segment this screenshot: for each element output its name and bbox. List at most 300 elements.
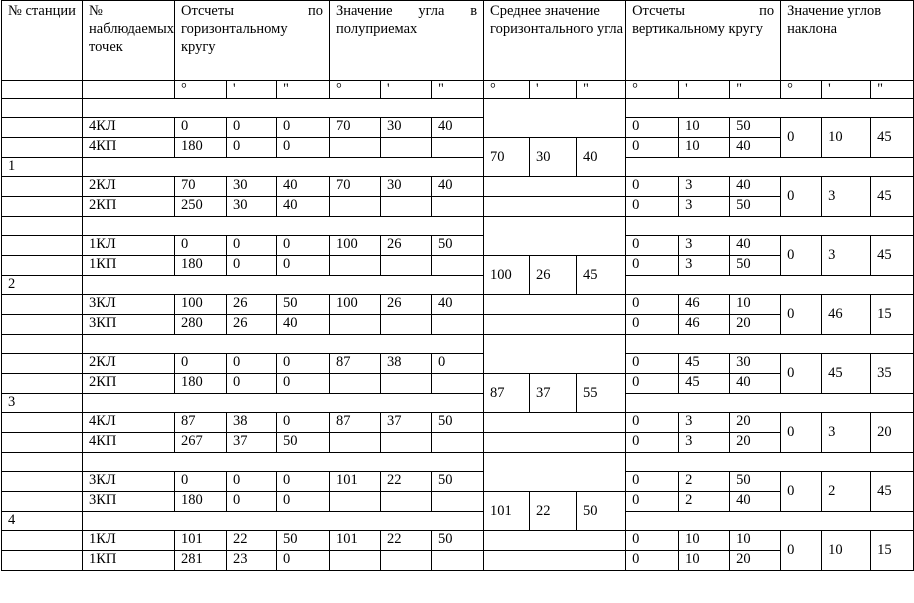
point-label: 3КЛ xyxy=(83,472,175,492)
vertical-reading: 0 xyxy=(626,551,679,571)
header-hr-word2: по xyxy=(308,3,324,19)
half-angle-value: 70 xyxy=(330,177,381,197)
horizontal-reading: 0 xyxy=(175,472,227,492)
station-cell xyxy=(2,531,83,551)
header-inclination: Значение углов наклона xyxy=(781,1,914,81)
half-angle-value xyxy=(432,315,484,335)
header-ha-word1: Значение xyxy=(336,3,393,19)
spacer-row xyxy=(2,99,914,118)
station-cell xyxy=(2,354,83,374)
header-horizontal-readings xyxy=(175,1,330,81)
half-angle-value: 70 xyxy=(330,118,381,138)
table-row xyxy=(2,374,914,394)
half-angle-value: 22 xyxy=(381,472,432,492)
point-label: 3КЛ xyxy=(83,295,175,315)
half-angle-value xyxy=(432,374,484,394)
horizontal-reading: 0 xyxy=(227,138,277,158)
station-cell xyxy=(2,551,83,571)
half-angle-value: 0 xyxy=(432,354,484,374)
average-minutes: 22 xyxy=(530,492,577,531)
horizontal-reading: 0 xyxy=(277,354,330,374)
header-row xyxy=(2,1,914,81)
vertical-reading: 46 xyxy=(679,295,730,315)
vertical-reading: 20 xyxy=(730,413,781,433)
station-cell xyxy=(2,335,83,354)
spacer-row xyxy=(2,335,914,354)
inclination-minutes: 10 xyxy=(822,531,871,571)
half-angle-value: 50 xyxy=(432,531,484,551)
horizontal-reading: 38 xyxy=(227,413,277,433)
inclination-minutes: 45 xyxy=(822,354,871,394)
point-label: 4КП xyxy=(83,138,175,158)
vertical-reading: 40 xyxy=(730,236,781,256)
vertical-reading: 50 xyxy=(730,256,781,276)
spacer-cell xyxy=(626,335,914,354)
average-minutes: 37 xyxy=(530,374,577,413)
point-label: 2КЛ xyxy=(83,177,175,197)
half-angle-value: 26 xyxy=(381,236,432,256)
vertical-reading: 40 xyxy=(730,177,781,197)
horizontal-reading: 180 xyxy=(175,138,227,158)
header-ha-line1 xyxy=(336,2,477,20)
vertical-reading: 0 xyxy=(626,374,679,394)
horizontal-reading: 87 xyxy=(175,413,227,433)
half-angle-value xyxy=(381,138,432,158)
average-seconds: 40 xyxy=(577,138,626,177)
horizontal-reading: 26 xyxy=(227,315,277,335)
avg-spacer-cell xyxy=(484,433,626,453)
horizontal-reading: 0 xyxy=(227,492,277,512)
horizontal-reading: 0 xyxy=(277,236,330,256)
vertical-reading: 45 xyxy=(679,374,730,394)
half-angle-value: 40 xyxy=(432,177,484,197)
unit-min: ' xyxy=(227,81,277,99)
vertical-reading: 10 xyxy=(730,295,781,315)
station-cell xyxy=(2,472,83,492)
table-row xyxy=(2,197,914,217)
point-label: 4КЛ xyxy=(83,118,175,138)
half-angle-value: 26 xyxy=(381,295,432,315)
horizontal-reading: 280 xyxy=(175,315,227,335)
unit-deg: ° xyxy=(626,81,679,99)
average-seconds: 45 xyxy=(577,256,626,295)
horizontal-reading: 0 xyxy=(227,472,277,492)
half-angle-value: 101 xyxy=(330,472,381,492)
header-points: № наблюдаемых точек xyxy=(83,1,175,81)
inclination-degrees: 0 xyxy=(781,177,822,217)
horizontal-reading: 0 xyxy=(175,118,227,138)
vertical-reading: 10 xyxy=(679,138,730,158)
avg-spacer-cell xyxy=(484,315,626,335)
horizontal-reading: 50 xyxy=(277,531,330,551)
half-angle-value xyxy=(432,197,484,217)
spacer-cell xyxy=(83,335,484,354)
station-cell xyxy=(2,197,83,217)
vertical-reading: 3 xyxy=(679,177,730,197)
vertical-reading: 10 xyxy=(730,531,781,551)
horizontal-reading: 0 xyxy=(227,354,277,374)
header-half-angles xyxy=(330,1,484,81)
horizontal-reading: 0 xyxy=(227,374,277,394)
spacer-row xyxy=(2,453,914,472)
station-cell xyxy=(2,118,83,138)
table-row xyxy=(2,295,914,315)
horizontal-reading: 40 xyxy=(277,177,330,197)
unit-sec: " xyxy=(730,81,781,99)
table-row xyxy=(2,118,914,138)
station-cell xyxy=(2,315,83,335)
inclination-seconds: 15 xyxy=(871,531,914,571)
vertical-reading: 45 xyxy=(679,354,730,374)
vertical-reading: 3 xyxy=(679,236,730,256)
unit-sec: " xyxy=(871,81,914,99)
half-angle-value xyxy=(381,374,432,394)
unit-deg: ° xyxy=(330,81,381,99)
vertical-reading: 2 xyxy=(679,492,730,512)
inclination-seconds: 45 xyxy=(871,236,914,276)
inclination-degrees: 0 xyxy=(781,295,822,335)
half-angle-value: 30 xyxy=(381,177,432,197)
station-cell xyxy=(2,177,83,197)
horizontal-reading: 40 xyxy=(277,315,330,335)
half-angle-value: 87 xyxy=(330,354,381,374)
inclination-seconds: 20 xyxy=(871,413,914,453)
header-hr-line1 xyxy=(181,2,323,20)
horizontal-reading: 267 xyxy=(175,433,227,453)
spacer-cell xyxy=(83,158,484,177)
vertical-reading: 40 xyxy=(730,138,781,158)
half-angle-value xyxy=(432,492,484,512)
inclination-minutes: 3 xyxy=(822,413,871,453)
header-station: № станции xyxy=(2,1,83,81)
half-angle-value xyxy=(330,138,381,158)
average-seconds: 55 xyxy=(577,374,626,413)
horizontal-reading: 40 xyxy=(277,197,330,217)
vertical-reading: 0 xyxy=(626,118,679,138)
inclination-seconds: 15 xyxy=(871,295,914,335)
spacer-cell xyxy=(626,158,914,177)
horizontal-reading: 0 xyxy=(277,138,330,158)
vertical-reading: 0 xyxy=(626,492,679,512)
inclination-degrees: 0 xyxy=(781,472,822,512)
inclination-seconds: 35 xyxy=(871,354,914,394)
vertical-reading: 10 xyxy=(679,531,730,551)
spacer-cell xyxy=(626,217,914,236)
horizontal-reading: 0 xyxy=(277,413,330,433)
survey-table xyxy=(1,0,914,571)
horizontal-reading: 180 xyxy=(175,256,227,276)
half-angle-value xyxy=(330,197,381,217)
avg-spacer-cell xyxy=(484,217,626,256)
horizontal-reading: 0 xyxy=(277,256,330,276)
avg-spacer-cell xyxy=(484,551,626,571)
half-angle-value: 50 xyxy=(432,236,484,256)
table-row xyxy=(2,433,914,453)
vertical-reading: 0 xyxy=(626,295,679,315)
spacer-cell xyxy=(83,217,484,236)
vertical-reading: 20 xyxy=(730,315,781,335)
units-empty xyxy=(2,81,83,99)
horizontal-reading: 281 xyxy=(175,551,227,571)
point-label: 1КЛ xyxy=(83,531,175,551)
unit-min: ' xyxy=(679,81,730,99)
half-angle-value xyxy=(432,138,484,158)
horizontal-reading: 70 xyxy=(175,177,227,197)
header-ha-line2: полуприемах xyxy=(336,21,418,37)
station-cell xyxy=(2,295,83,315)
point-label: 2КП xyxy=(83,197,175,217)
vertical-reading: 20 xyxy=(730,551,781,571)
vertical-reading: 50 xyxy=(730,472,781,492)
vertical-reading: 0 xyxy=(626,531,679,551)
half-angle-value: 100 xyxy=(330,295,381,315)
horizontal-reading: 100 xyxy=(175,295,227,315)
point-label: 1КЛ xyxy=(83,236,175,256)
table-row xyxy=(2,354,914,374)
horizontal-reading: 180 xyxy=(175,492,227,512)
station-cell xyxy=(2,374,83,394)
vertical-reading: 0 xyxy=(626,256,679,276)
horizontal-reading: 26 xyxy=(227,295,277,315)
inclination-degrees: 0 xyxy=(781,413,822,453)
average-degrees: 100 xyxy=(484,256,530,295)
point-label: 1КП xyxy=(83,256,175,276)
inclination-minutes: 3 xyxy=(822,177,871,217)
avg-spacer-cell xyxy=(484,295,626,315)
station-row xyxy=(2,276,914,295)
header-vertical-readings xyxy=(626,1,781,81)
horizontal-reading: 180 xyxy=(175,374,227,394)
horizontal-reading: 0 xyxy=(277,492,330,512)
vertical-reading: 20 xyxy=(730,433,781,453)
unit-sec: " xyxy=(432,81,484,99)
vertical-reading: 0 xyxy=(626,433,679,453)
vertical-reading: 3 xyxy=(679,197,730,217)
half-angle-value xyxy=(330,433,381,453)
header-vr-word1: Отсчеты xyxy=(632,3,686,19)
avg-spacer-cell xyxy=(484,177,626,197)
inclination-seconds: 45 xyxy=(871,472,914,512)
avg-spacer-cell xyxy=(484,197,626,217)
header-vr-line2: вертикальному кругу xyxy=(632,21,764,37)
inclination-degrees: 0 xyxy=(781,118,822,158)
unit-deg: ° xyxy=(175,81,227,99)
vertical-reading: 2 xyxy=(679,472,730,492)
vertical-reading: 0 xyxy=(626,354,679,374)
half-angle-value xyxy=(381,433,432,453)
vertical-reading: 40 xyxy=(730,492,781,512)
header-average-angle: Среднее значение горизонтального угла xyxy=(484,1,626,81)
half-angle-value xyxy=(381,315,432,335)
half-angle-value xyxy=(330,492,381,512)
horizontal-reading: 37 xyxy=(227,433,277,453)
vertical-reading: 3 xyxy=(679,433,730,453)
vertical-reading: 30 xyxy=(730,354,781,374)
vertical-reading: 0 xyxy=(626,197,679,217)
table-row xyxy=(2,256,914,276)
inclination-minutes: 3 xyxy=(822,236,871,276)
vertical-reading: 50 xyxy=(730,118,781,138)
spacer-cell xyxy=(626,453,914,472)
horizontal-reading: 0 xyxy=(277,472,330,492)
half-angle-value: 50 xyxy=(432,472,484,492)
vertical-reading: 46 xyxy=(679,315,730,335)
station-row xyxy=(2,158,914,177)
vertical-reading: 0 xyxy=(626,472,679,492)
vertical-reading: 50 xyxy=(730,197,781,217)
half-angle-value: 100 xyxy=(330,236,381,256)
header-ha-word3: в xyxy=(470,3,478,19)
half-angle-value xyxy=(330,551,381,571)
header-hr-word1: Отсчеты xyxy=(181,3,234,19)
inclination-degrees: 0 xyxy=(781,354,822,394)
unit-min: ' xyxy=(530,81,577,99)
table-row xyxy=(2,315,914,335)
half-angle-value: 87 xyxy=(330,413,381,433)
units-row xyxy=(2,81,914,99)
half-angle-value: 40 xyxy=(432,118,484,138)
horizontal-reading: 0 xyxy=(227,236,277,256)
horizontal-reading: 250 xyxy=(175,197,227,217)
station-number: 3 xyxy=(2,394,83,413)
spacer-cell xyxy=(83,394,484,413)
vertical-reading: 40 xyxy=(730,374,781,394)
horizontal-reading: 50 xyxy=(277,433,330,453)
avg-spacer-cell xyxy=(484,413,626,433)
half-angle-value: 38 xyxy=(381,354,432,374)
average-degrees: 87 xyxy=(484,374,530,413)
horizontal-reading: 0 xyxy=(277,551,330,571)
point-label: 3КП xyxy=(83,492,175,512)
average-degrees: 70 xyxy=(484,138,530,177)
inclination-minutes: 2 xyxy=(822,472,871,512)
header-ha-word2: угла xyxy=(418,3,445,19)
spacer-cell xyxy=(626,512,914,531)
average-degrees: 101 xyxy=(484,492,530,531)
horizontal-reading: 22 xyxy=(227,531,277,551)
horizontal-reading: 0 xyxy=(175,354,227,374)
half-angle-value xyxy=(330,374,381,394)
half-angle-value xyxy=(432,551,484,571)
station-cell xyxy=(2,492,83,512)
horizontal-reading: 23 xyxy=(227,551,277,571)
station-cell xyxy=(2,433,83,453)
horizontal-reading: 30 xyxy=(227,177,277,197)
vertical-reading: 0 xyxy=(626,413,679,433)
unit-min: ' xyxy=(381,81,432,99)
horizontal-reading: 50 xyxy=(277,295,330,315)
units-empty xyxy=(83,81,175,99)
table-row xyxy=(2,177,914,197)
avg-spacer-cell xyxy=(484,531,626,551)
station-cell xyxy=(2,453,83,472)
header-vr-word2: по xyxy=(759,3,775,19)
unit-sec: " xyxy=(577,81,626,99)
half-angle-value: 40 xyxy=(432,295,484,315)
horizontal-reading: 0 xyxy=(277,374,330,394)
vertical-reading: 10 xyxy=(679,118,730,138)
station-row xyxy=(2,512,914,531)
horizontal-reading: 0 xyxy=(277,118,330,138)
inclination-minutes: 46 xyxy=(822,295,871,335)
half-angle-value: 30 xyxy=(381,118,432,138)
half-angle-value xyxy=(432,256,484,276)
table-row xyxy=(2,472,914,492)
vertical-reading: 0 xyxy=(626,236,679,256)
inclination-seconds: 45 xyxy=(871,177,914,217)
spacer-cell xyxy=(83,512,484,531)
header-vr-line1 xyxy=(632,2,774,20)
unit-min: ' xyxy=(822,81,871,99)
station-row xyxy=(2,394,914,413)
inclination-degrees: 0 xyxy=(781,236,822,276)
half-angle-value: 50 xyxy=(432,413,484,433)
half-angle-value xyxy=(330,256,381,276)
spacer-cell xyxy=(626,276,914,295)
spacer-cell xyxy=(626,99,914,118)
vertical-reading: 0 xyxy=(626,315,679,335)
horizontal-reading: 30 xyxy=(227,197,277,217)
avg-spacer-cell xyxy=(484,99,626,138)
horizontal-reading: 101 xyxy=(175,531,227,551)
vertical-reading: 3 xyxy=(679,256,730,276)
table-row xyxy=(2,492,914,512)
vertical-reading: 10 xyxy=(679,551,730,571)
horizontal-reading: 0 xyxy=(227,256,277,276)
spacer-cell xyxy=(626,394,914,413)
station-cell xyxy=(2,256,83,276)
unit-deg: ° xyxy=(484,81,530,99)
avg-spacer-cell xyxy=(484,335,626,374)
point-label: 1КП xyxy=(83,551,175,571)
vertical-reading: 3 xyxy=(679,413,730,433)
half-angle-value: 37 xyxy=(381,413,432,433)
horizontal-reading: 0 xyxy=(175,236,227,256)
station-cell xyxy=(2,413,83,433)
spacer-cell xyxy=(83,276,484,295)
table-row xyxy=(2,413,914,433)
half-angle-value xyxy=(330,315,381,335)
header-hr-line2: горизонтальному кругу xyxy=(181,21,288,55)
half-angle-value xyxy=(381,197,432,217)
station-cell xyxy=(2,138,83,158)
inclination-minutes: 10 xyxy=(822,118,871,158)
vertical-reading: 0 xyxy=(626,177,679,197)
station-cell xyxy=(2,99,83,118)
point-label: 2КП xyxy=(83,374,175,394)
table-row xyxy=(2,551,914,571)
half-angle-value xyxy=(432,433,484,453)
spacer-row xyxy=(2,217,914,236)
average-minutes: 30 xyxy=(530,138,577,177)
half-angle-value xyxy=(381,492,432,512)
station-number: 4 xyxy=(2,512,83,531)
average-seconds: 50 xyxy=(577,492,626,531)
point-label: 4КП xyxy=(83,433,175,453)
inclination-seconds: 45 xyxy=(871,118,914,158)
spacer-cell xyxy=(83,453,484,472)
unit-sec: " xyxy=(277,81,330,99)
spacer-cell xyxy=(83,99,484,118)
half-angle-value xyxy=(381,551,432,571)
station-number: 1 xyxy=(2,158,83,177)
station-number: 2 xyxy=(2,276,83,295)
unit-deg: ° xyxy=(781,81,822,99)
point-label: 4КЛ xyxy=(83,413,175,433)
station-cell xyxy=(2,236,83,256)
half-angle-value: 101 xyxy=(330,531,381,551)
horizontal-reading: 0 xyxy=(227,118,277,138)
